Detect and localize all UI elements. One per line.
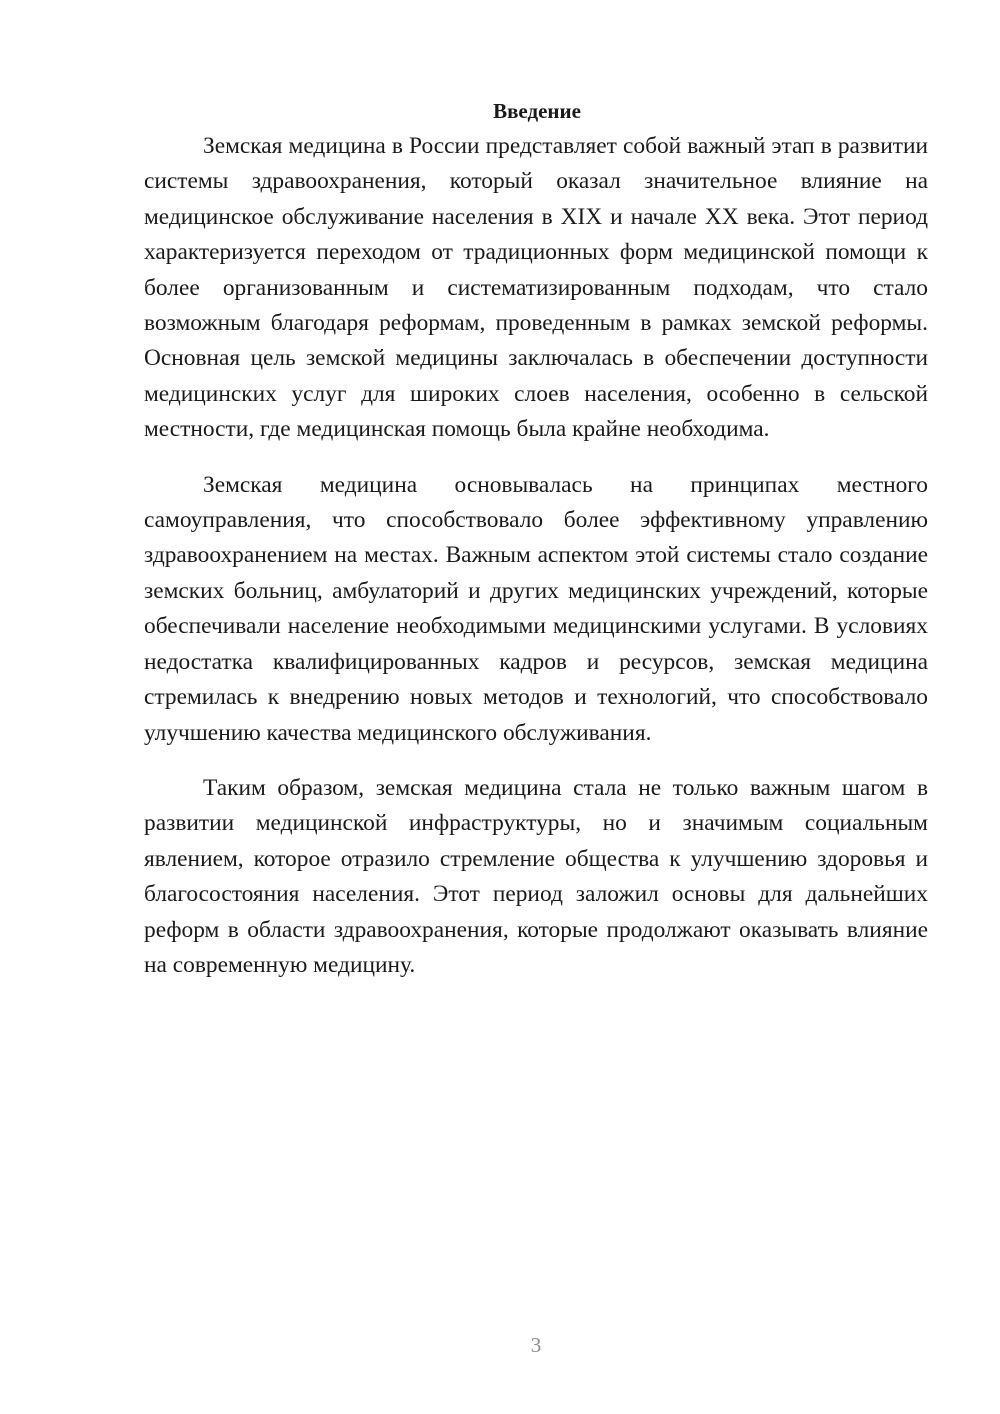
- paragraph-3: Таким образом, земская медицина стала не только важным шагом в развитии медицинской инфраструктуры, но и значимым социальным явлением, которое отразило стремление общества к улучшению здоровья и благосостояния населения. Этот период заложил основы для дальнейших реформ в области здравоохранения, которые продолжают оказывать влияние на современную медицину.: [144, 774, 928, 978]
- paragraph-2: Земская медицина основывалась на принципах местного самоуправления, что способствовало более эффективному управлению здравоохранением на местах. Важным аспектом этой системы стало создание земских больниц, амбулаторий и других медицинских учреждений, которые обеспечивали население необходимыми медицинскими услугами. В условиях недостатка квалифицированных кадров и ресурсов, земская медицина стремилась к внедрению новых методов и технологий, что способствовало улучшению качества медицинского обслуживания.: [144, 471, 928, 746]
- paragraph-1: Земская медицина в России представляет собой важный этап в развитии системы здравоохранения, который оказал значительное влияние на медицинское обслуживание населения в XIX и начале XX века. Этот период характеризуется переходом от традиционных форм медицинской помощи к более организованным и систематизированным подходам, что стало возможным благодаря реформам, проведенным в рамках земской реформы. Основная цель земской медицины заключалась в обеспечении доступности медицинских услуг для широких слоев населения, особенно в сельской местности, где медицинская помощь была крайне необходима.: [144, 133, 928, 443]
- page-number: 3: [530, 1333, 542, 1357]
- page-content: [144, 95, 928, 983]
- section-heading: Введение: [493, 99, 581, 123]
